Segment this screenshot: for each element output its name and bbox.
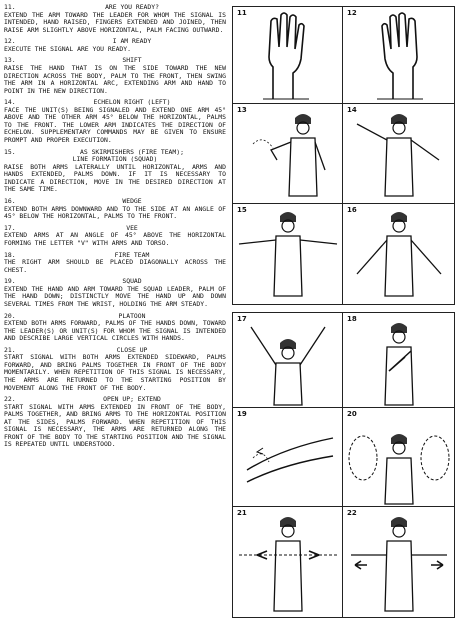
signal-number: 21.: [4, 345, 16, 354]
signal-entry: [4, 347, 226, 392]
signal-description: START SIGNAL WITH ARMS EXTENDED IN FRONT OF THE BODY, PALMS TOGETHER, AND BRING ARMS TO THE HORIZONTAL POSITION AT THE SIDES, PALMS FORWARD. WHEN REPETITION OF THIS SIGNAL IS NECESSARY, THE ARMS ARE RETURNED ALONG THE FRONT OF THE BODY TO THE STARTING POSITION AND THE SIGNAL IS REPEATED UNTIL UNDERSTOOD.: [4, 402, 226, 449]
signal-title: AS SKIRMISHERS (FIRE TEAM);: [80, 147, 184, 156]
signal-entry: [4, 313, 226, 343]
signal-title: SQUAD: [122, 277, 142, 286]
signal-description: EXTEND BOTH ARMS DOWNWARD AND TO THE SIDE AT AN ANGLE OF 45° BELOW THE HORIZONTAL, PALMS TO THE FRONT.: [4, 204, 226, 221]
figure-number: 14: [347, 106, 357, 114]
signal-description: EXTEND ARMS AT AN ANGLE OF 45° ABOVE THE HORIZONTAL FORMING THE LETTER "V" WITH ARMS AND TORSO.: [4, 231, 226, 247]
signal-title: WEDGE: [122, 197, 142, 206]
figure-number: 20: [347, 410, 357, 418]
figure-panel-12: [342, 6, 455, 105]
figure-number: 21: [237, 509, 247, 517]
figure-panel-21: [232, 506, 344, 618]
signal-number: 16.: [4, 197, 16, 206]
arm-motion-figure: [233, 408, 343, 507]
signal-title: VEE: [126, 223, 138, 232]
signal-description: EXECUTE THE SIGNAL ARE YOU READY.: [4, 44, 131, 53]
raised-hand-figure: [343, 7, 454, 104]
soldier-figure: [233, 313, 343, 408]
figure-panel-14: [342, 103, 455, 205]
signal-number: 19.: [4, 277, 16, 286]
signal-number: 17.: [4, 223, 16, 232]
signal-entry: [4, 38, 226, 53]
signal-title: CLOSE UP: [116, 345, 148, 354]
signal-description: RAISE BOTH ARMS LATERALLY UNTIL HORIZONTAL, ARMS AND HANDS EXTENDED, PALMS DOWN. IF IT IS NECESSARY TO INDICATE A DIRECTION, MOVE IN THE DESIRED DIRECTION AT THE SAME TIME.: [4, 162, 226, 194]
signal-number: 14.: [4, 98, 16, 107]
figure-panel-16: [342, 203, 455, 305]
figure-panel-11: [232, 6, 344, 105]
signal-entry: [4, 225, 226, 248]
soldier-figure: [343, 104, 454, 204]
signal-title: I AM READY: [112, 37, 152, 46]
signal-entry: [4, 149, 226, 194]
signal-description: EXTEND BOTH ARMS FORWARD, PALMS OF THE HANDS DOWN, TOWARD THE LEADER(S) OR UNIT(S) FOR WHOM THE SIGNAL IS INTENDED AND DESCRIBE LARGE VERTICAL CIRCLES WITH HANDS.: [4, 319, 226, 343]
signal-entry: [4, 198, 226, 221]
soldier-figure: [233, 507, 343, 617]
signal-number: 20.: [4, 311, 16, 320]
figure-number: 22: [347, 509, 357, 517]
signal-description: START SIGNAL WITH BOTH ARMS EXTENDED SIDEWARD, PALMS FORWARD, AND BRING PALMS TOGETHER IN FRONT OF THE BODY MOMENTARILY. WHEN REPETITION OF THIS SIGNAL IS NECESSARY, THE ARMS ARE RETURNED TO THE STARTING POSITION BY MOVEMENT ALONG THE FRONT OF THE BODY.: [4, 353, 226, 392]
signal-description: RAISE THE HAND THAT IS ON THE SIDE TOWARD THE NEW DIRECTION ACROSS THE BODY, PALM TO THE FRONT, THEN SWING THE ARM IN A HORIZONTAL ARC, EXTENDING ARM AND HAND TO POINT IN THE NEW DIRECTION.: [4, 64, 226, 95]
signal-number: 12.: [4, 37, 16, 46]
raised-hand-figure: [233, 7, 343, 104]
soldier-figure: [343, 507, 454, 617]
figure-column: [232, 6, 454, 616]
figure-panel-20: [342, 407, 455, 508]
figure-number: 16: [347, 206, 357, 214]
figure-panel-19: [232, 407, 344, 508]
signal-entry: [4, 4, 226, 34]
signal-entry: [4, 99, 226, 144]
figure-panel-18: [342, 312, 455, 409]
figure-panel-13: [232, 103, 344, 205]
signal-title-secondary: LINE FORMATION (SQUAD): [72, 155, 158, 164]
signal-descriptions: [4, 4, 226, 453]
signal-description: THE RIGHT ARM SHOULD BE PLACED DIAGONALLY ACROSS THE CHEST.: [4, 258, 226, 274]
soldier-figure: [343, 408, 454, 507]
soldier-figure: [343, 204, 454, 304]
signal-title: FIRE TEAM: [114, 250, 150, 259]
figure-number: 13: [237, 106, 247, 114]
soldier-figure: [233, 204, 343, 304]
signal-description: FACE THE UNIT(S) BEING SIGNALED AND EXTEND ONE ARM 45° ABOVE AND THE OTHER ARM 45° BELOW THE HORIZONTAL, PALMS TO THE FRONT. THE LOWER ARM INDICATES THE DIRECTION OF ECHELON. SUPPLEMENTARY COMMANDS MAY BE GIVEN TO ENSURE PROMPT AND PROPER EXECUTION.: [4, 105, 226, 145]
signal-entry: [4, 278, 226, 308]
signal-title: OPEN UP; EXTEND: [103, 395, 161, 404]
signal-entry: [4, 252, 226, 275]
signal-title: ECHELON RIGHT (LEFT): [93, 98, 171, 107]
figure-number: 18: [347, 315, 357, 323]
signal-number: 13.: [4, 56, 16, 65]
signal-description: EXTEND THE HAND AND ARM TOWARD THE SQUAD LEADER, PALM OF THE HAND DOWN; DISTINCTLY MOVE THE HAND UP AND DOWN SEVERAL TIMES FROM THE WRIST, HOLDING THE ARM STEADY.: [4, 284, 226, 308]
figure-number: 12: [347, 9, 357, 17]
signal-number: 22.: [4, 395, 16, 404]
figure-number: 11: [237, 9, 247, 17]
figure-panel-22: [342, 506, 455, 618]
signal-number: 15.: [4, 147, 16, 156]
figure-panel-15: [232, 203, 344, 305]
signal-number: 11.: [4, 3, 16, 11]
figure-number: 15: [237, 206, 247, 214]
signal-entry: [4, 396, 226, 449]
signal-number: 18.: [4, 250, 16, 259]
soldier-figure: [233, 104, 343, 204]
soldier-figure: [343, 313, 454, 408]
signal-title: PLATOON: [118, 311, 146, 320]
figure-number: 19: [237, 410, 247, 418]
figure-number: 17: [237, 315, 247, 323]
signal-entry: [4, 57, 226, 95]
signal-title: SHIFT: [122, 56, 142, 65]
signal-description: EXTEND THE ARM TOWARD THE LEADER FOR WHOM THE SIGNAL IS INTENDED, HAND RAISED, FINGERS EXTENDED AND JOINED, THEN RAISE ARM SLIGHTLY ABOVE HORIZONTAL, PALM FACING OUTWARD.: [4, 10, 226, 34]
signal-title: ARE YOU READY?: [105, 3, 159, 11]
figure-panel-17: [232, 312, 344, 409]
